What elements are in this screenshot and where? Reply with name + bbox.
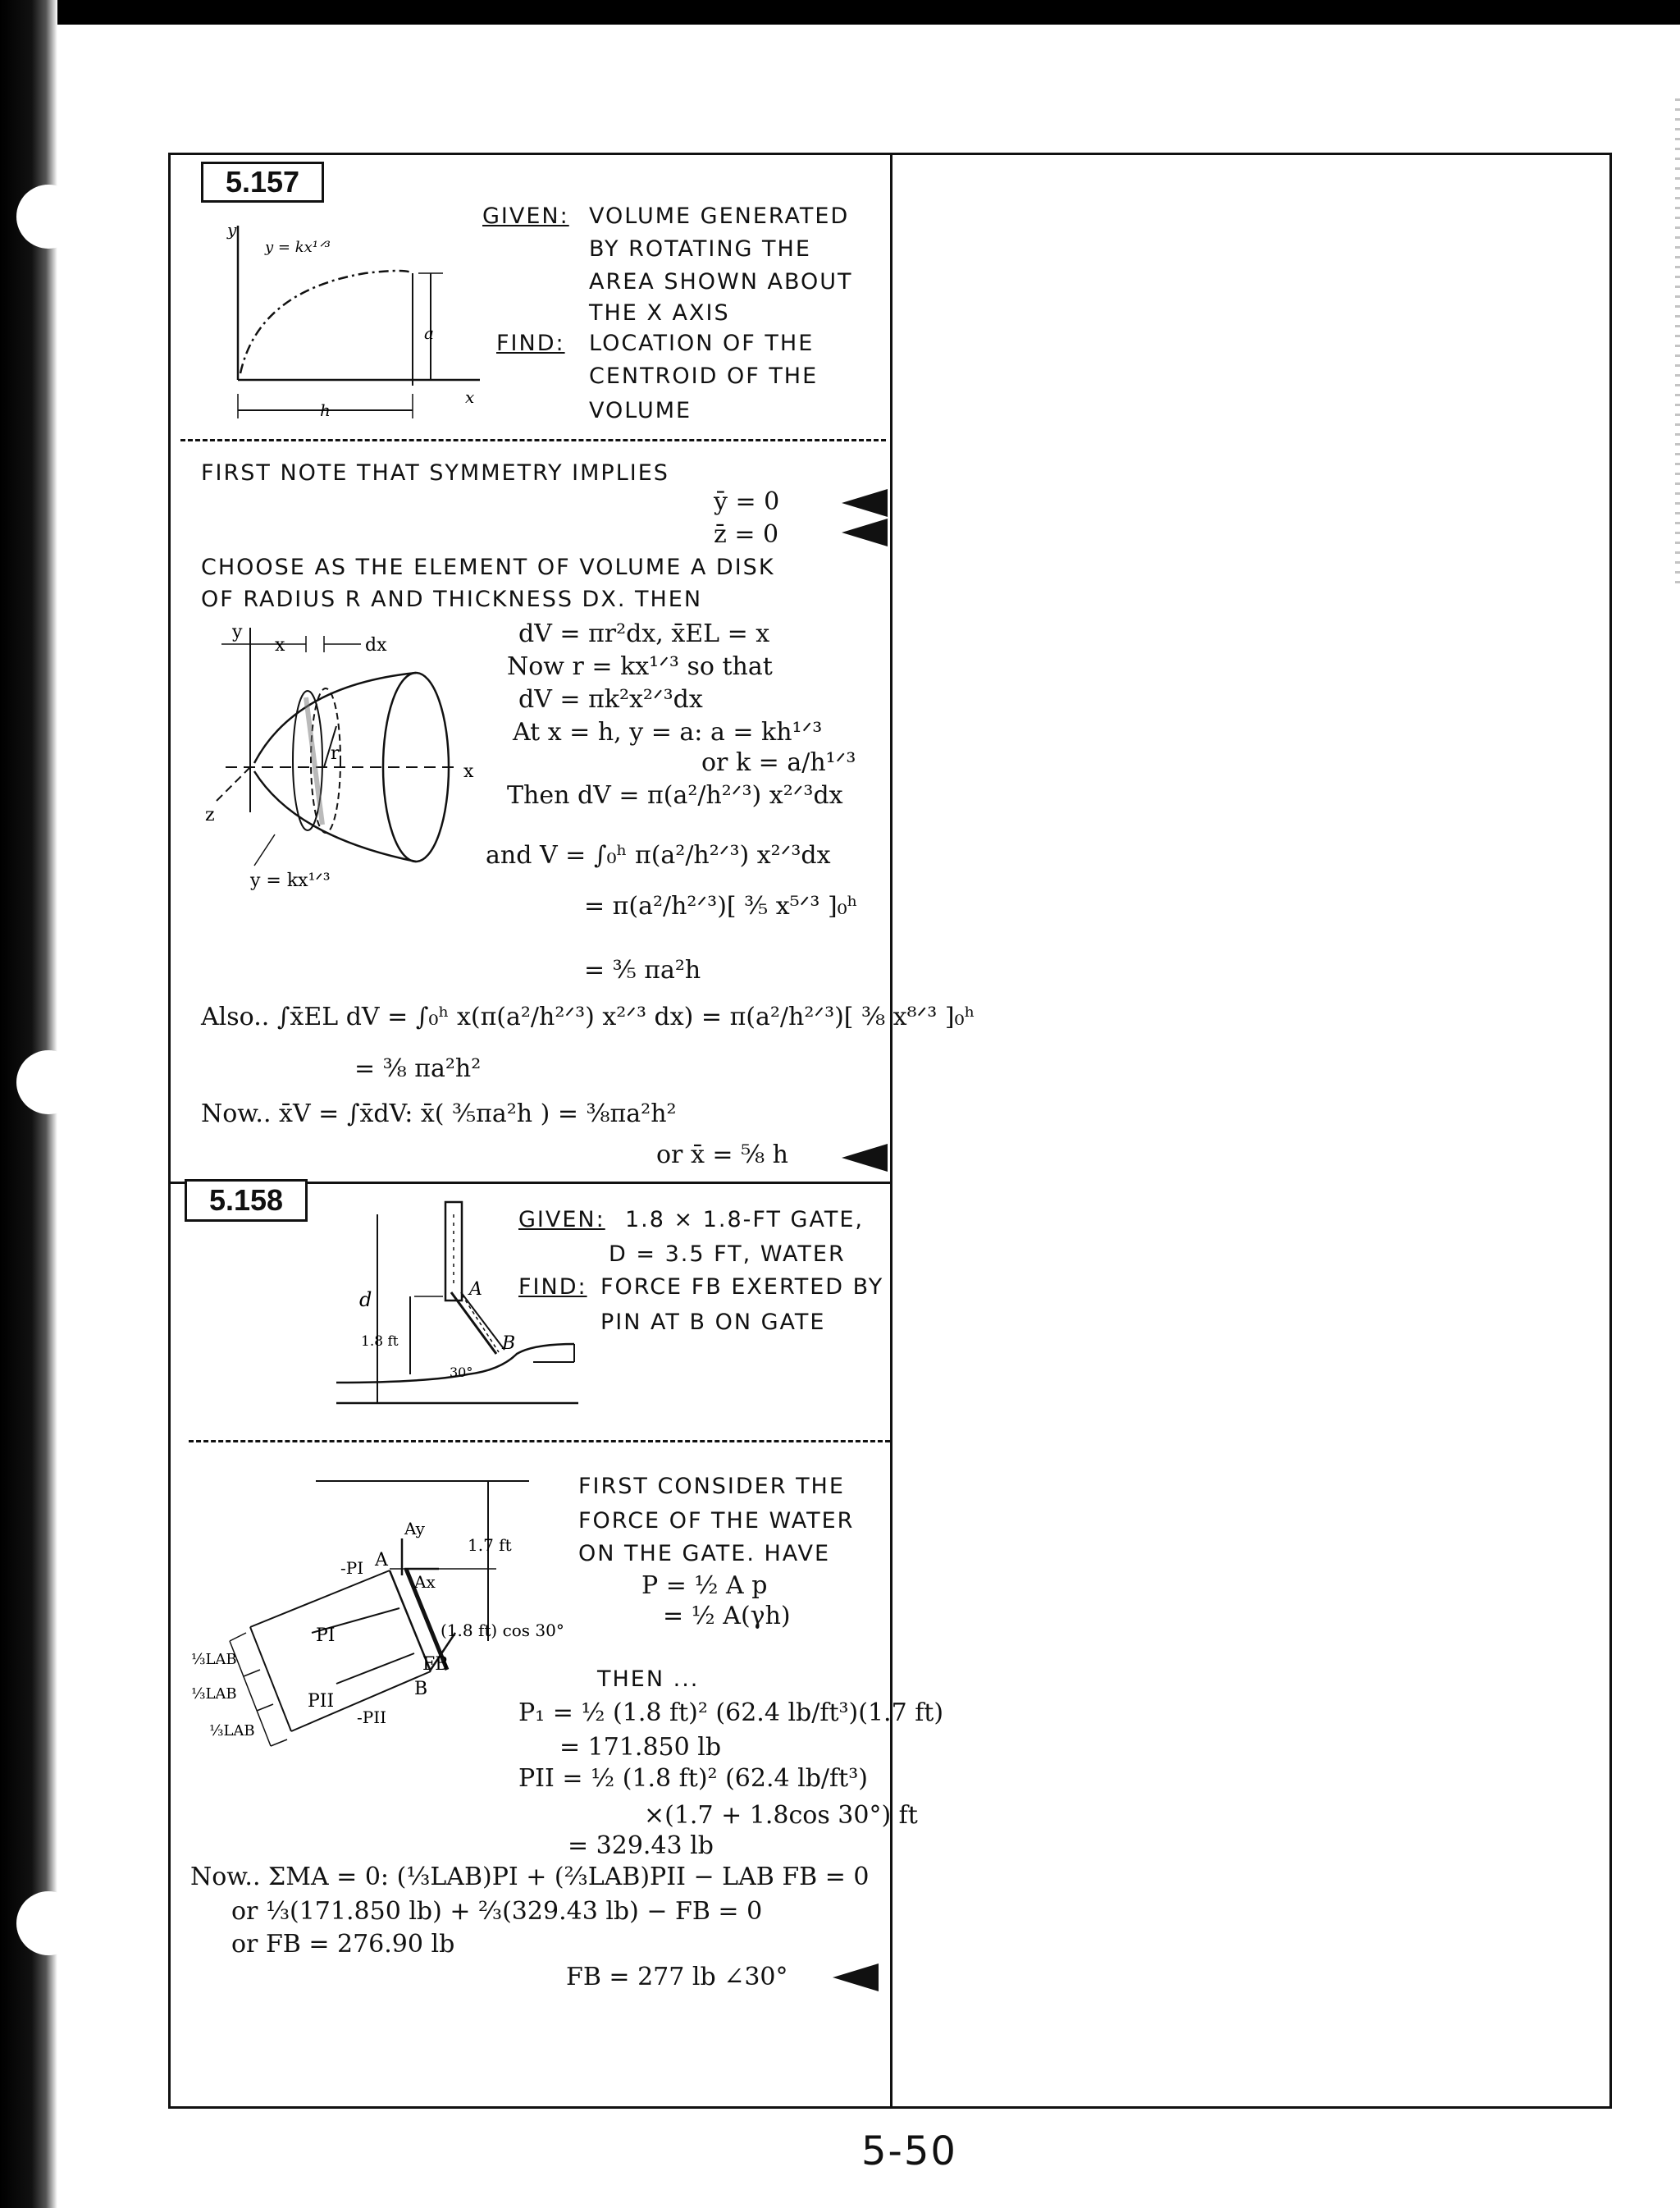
symmetry-note: FIRST NOTE THAT SYMMETRY IMPLIES — [201, 460, 669, 486]
equation: = π(a²/h²ᐟ³)[ ³⁄₅ x⁵ᐟ³ ]₀ʰ — [584, 892, 858, 921]
radius-label: r — [331, 743, 340, 764]
section-divider — [180, 439, 886, 441]
equation: or k = a/h¹ᐟ³ — [701, 748, 856, 777]
x-axis-label: x — [463, 761, 474, 782]
equation: or FB = 276.90 lb — [231, 1930, 455, 1959]
equation: and V = ∫₀ʰ π(a²/h²ᐟ³) x²ᐟ³dx — [486, 841, 831, 870]
neg-p2-label: -PII — [357, 1707, 387, 1727]
equation: or ⅓(171.850 lb) + ⅔(329.43 lb) − FB = 0 — [231, 1897, 763, 1926]
y-axis-label: y — [232, 622, 243, 642]
find-line: LOCATION OF THE — [589, 331, 815, 356]
section-divider — [189, 1440, 890, 1442]
length-label: 1.8 ft — [361, 1333, 399, 1350]
text-line: FORCE OF THE WATER — [578, 1508, 855, 1534]
given-line: AREA SHOWN ABOUT — [589, 269, 853, 295]
equation: P₁ = ½ (1.8 ft)² (62.4 lb/ft³)(1.7 ft) — [518, 1698, 944, 1727]
third-label: ⅓LAB — [209, 1722, 255, 1739]
equation: Now.. ΣMA = 0: (⅓LAB)PI + (⅔LAB)PII − LAB FB = 0 — [190, 1863, 870, 1891]
equation: Also.. ∫x̄EL dV = ∫₀ʰ x(π(a²/h²ᐟ³) x²ᐟ³ dx) = π(a²/h²ᐟ³)[ ³⁄₈ x⁸ᐟ³ ]₀ʰ — [201, 1003, 975, 1031]
ay-label: Ay — [404, 1519, 425, 1538]
equation: Now.. x̄V = ∫x̄dV: x̄( ³⁄₅πa²h ) = ³⁄₈πa²h² — [201, 1099, 677, 1128]
answer-marker — [833, 1963, 879, 1991]
equation: PII = ½ (1.8 ft)² (62.4 lb/ft³) — [518, 1764, 868, 1793]
equation: ×(1.7 + 1.8cos 30°) ft — [644, 1801, 918, 1830]
equation: = ½ A(γh) — [663, 1602, 791, 1630]
z-axis-label: z — [205, 805, 215, 825]
depth-label: d — [359, 1288, 372, 1311]
y-axis-label: y — [227, 220, 237, 240]
text-line: ON THE GATE. HAVE — [578, 1541, 831, 1566]
equation: P = ½ A p — [641, 1571, 768, 1600]
equation: = ³⁄₅ πa²h — [584, 956, 701, 985]
answer-marker — [842, 1144, 888, 1172]
figure-disk-element — [201, 619, 496, 890]
given-line: BY ROTATING THE — [589, 236, 811, 262]
equation: = 329.43 lb — [568, 1831, 714, 1860]
final-answer: FB = 277 lb ∠30° — [566, 1963, 788, 1991]
ybar-result: ȳ = 0 — [714, 487, 780, 516]
point-b-label: B — [502, 1333, 516, 1354]
equation: Then dV = π(a²/h²ᐟ³) x²ᐟ³dx — [507, 781, 843, 810]
binder-hole — [16, 1891, 80, 1955]
given-line: D = 3.5 FT, WATER — [609, 1241, 846, 1267]
figure-area-5-157 — [209, 217, 488, 427]
proj-label: (1.8 ft) cos 30° — [441, 1621, 564, 1640]
equation: dV = πk²x²ᐟ³dx — [518, 685, 703, 714]
scan-top-edge — [0, 0, 1680, 25]
height-label: a — [424, 323, 434, 343]
equation: = 171.850 lb — [559, 1733, 722, 1762]
text-line: FIRST CONSIDER THE — [578, 1474, 845, 1499]
point-a-label: A — [375, 1550, 388, 1570]
ax-label: Ax — [414, 1572, 436, 1592]
curve-label: y = kx¹ᐟ³ — [265, 239, 331, 256]
third-label: ⅓LAB — [191, 1651, 237, 1668]
page-number: 5-50 — [861, 2128, 957, 2174]
answer-marker — [842, 519, 888, 546]
binder-hole — [16, 1050, 80, 1114]
equation: At x = h, y = a: a = kh¹ᐟ³ — [513, 718, 823, 747]
given-line: 1.8 × 1.8-FT GATE, — [625, 1207, 864, 1232]
find-line: VOLUME — [589, 398, 692, 423]
neg-p1-label: -PI — [340, 1558, 364, 1578]
find-label: FIND: — [496, 331, 565, 356]
point-a-label: A — [469, 1279, 482, 1300]
problem-number-5-158: 5.158 — [185, 1179, 308, 1222]
x-dimension-label: x — [275, 635, 285, 656]
given-line: VOLUME GENERATED — [589, 203, 850, 229]
equation-result: or x̄ = ⁵⁄₈ h — [656, 1141, 788, 1169]
equation: = ³⁄₈ πa²h² — [354, 1054, 482, 1083]
given-label: GIVEN: — [518, 1207, 605, 1232]
third-label: ⅓LAB — [191, 1685, 237, 1703]
point-b-label: B — [414, 1679, 428, 1699]
equation: dV = πr²dx, x̄EL = x — [518, 619, 770, 648]
given-label: GIVEN: — [482, 203, 569, 229]
angle-label: 30° — [450, 1365, 473, 1380]
given-line: THE X AXIS — [589, 300, 730, 326]
text-line: OF RADIUS R AND THICKNESS DX. THEN — [201, 587, 703, 612]
p1-label: PI — [316, 1625, 336, 1646]
curve-label: y = kx¹ᐟ³ — [250, 871, 331, 891]
equation: Now r = kx¹ᐟ³ so that — [507, 652, 773, 681]
zbar-result: z̄ = 0 — [714, 520, 779, 549]
binder-hole — [16, 185, 80, 249]
p2-label: PII — [308, 1691, 335, 1712]
find-line: CENTROID OF THE — [589, 363, 819, 389]
dx-label: dx — [365, 635, 387, 656]
width-label: h — [320, 400, 331, 420]
text-line: CHOOSE AS THE ELEMENT OF VOLUME A DISK — [201, 555, 775, 580]
find-line: FORCE FB EXERTED BY — [600, 1274, 884, 1300]
find-label: FIND: — [518, 1274, 587, 1300]
text-line: THEN ... — [597, 1666, 700, 1692]
problem-number-5-157: 5.157 — [201, 162, 324, 203]
depth-label: 1.7 ft — [468, 1535, 512, 1555]
fb-label: FB — [422, 1654, 449, 1675]
x-axis-label: x — [465, 387, 475, 407]
scan-right-edge — [1675, 98, 1680, 591]
answer-marker — [842, 489, 888, 517]
find-line: PIN AT B ON GATE — [600, 1310, 826, 1335]
